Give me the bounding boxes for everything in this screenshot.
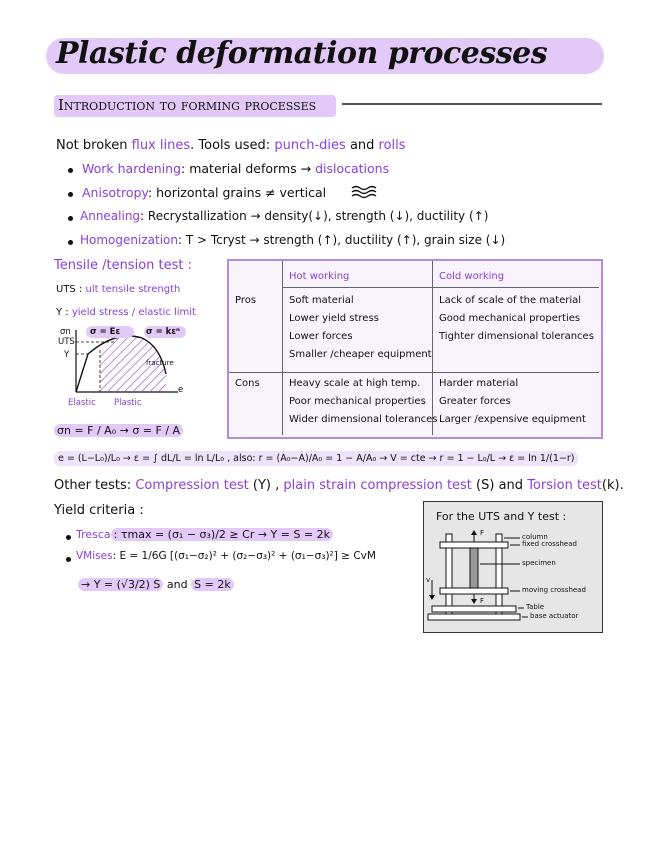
torsion-k: (k).: [601, 478, 624, 493]
bullet-term: Annealing: [80, 209, 141, 223]
row-cons: Cons: [235, 378, 260, 389]
cell-text: Lower yield stress: [289, 313, 379, 324]
plain-strain-test: plain strain compression test: [283, 478, 472, 493]
label-column: column: [522, 533, 548, 541]
col-hot: Hot working: [289, 271, 350, 282]
compression-test: Compression test: [135, 478, 249, 493]
table-divider: [282, 287, 599, 288]
bullet-dot: [68, 192, 73, 197]
bullet-dot: [68, 216, 73, 221]
graph-sigma-label: σn: [60, 327, 71, 337]
col-cold: Cold working: [439, 271, 505, 282]
cell-text: Harder material: [439, 378, 519, 389]
bullet-term: Work hardening: [82, 161, 182, 176]
section-divider: [342, 103, 602, 105]
intro-and: and: [349, 138, 375, 153]
label-fixed-crosshead: fixed crosshead: [522, 540, 577, 548]
uts-line: [56, 284, 180, 295]
vmises-label: VMises: [76, 550, 113, 562]
bullet-dot: [68, 168, 73, 173]
y-text: yield stress / elastic limit: [71, 307, 196, 318]
vmises-eq: : E = 1/6G [(σ₁−σ₂)² + (σ₂−σ₃)² + (σ₁−σ₃)²] ≥ CvM: [112, 550, 376, 562]
yield-result-eq: → Y = (√3/2) S: [78, 578, 163, 591]
uts-text: ult tensile strength: [85, 284, 181, 295]
tresca-label: Tresca: [76, 528, 111, 541]
eq-strain: e = (L−L₀)/L₀ → ε = ∫ dL/L = ln L/L₀ , also: r = (A₀−A)/A₀ = 1 − A/A₀ → V = cte → r = 1 − L₀/L → ε = ln 1/(1−r): [54, 451, 578, 466]
intro-punch: punch-dies: [274, 138, 346, 153]
grains-icon: [350, 184, 378, 200]
cell-text: Heavy scale at high temp.: [289, 378, 421, 389]
bullet-term: Anisotropy: [82, 185, 148, 200]
tresca-line: [76, 528, 333, 541]
label-base-actuator: base actuator: [530, 612, 579, 620]
velocity-label: v: [426, 576, 431, 584]
force-top-label: F: [480, 529, 485, 537]
plastic-label: Plastic: [114, 398, 142, 408]
eq-sigma-n-text: σn = F / A₀ → σ = F / A: [54, 424, 183, 437]
cell-text: Larger /expensive equipment: [439, 414, 586, 425]
page-title: Plastic deformation processes: [56, 36, 548, 71]
intro-flux: flux lines: [131, 138, 191, 153]
elastic-label: Elastic: [68, 398, 96, 408]
yield-result: [78, 578, 234, 591]
eq-power: σ = kεⁿ: [146, 327, 180, 337]
cell-text: Lower forces: [289, 331, 353, 342]
graph-fracture-label: fracture: [146, 359, 174, 367]
intro-line: [56, 138, 406, 153]
cell-text: Tighter dimensional tolerances: [439, 331, 594, 342]
section-title: Introduction to forming processes: [58, 96, 317, 114]
yield-and: and: [166, 578, 188, 591]
bullet-work-hardening: [82, 161, 389, 176]
graph-e-label: e: [178, 385, 184, 395]
other-tests-and: and: [498, 478, 524, 493]
label-specimen: specimen: [522, 559, 556, 567]
cell-text: Poor mechanical properties: [289, 396, 426, 407]
other-tests-prefix: Other tests:: [54, 478, 132, 493]
vmises-line: [76, 550, 376, 562]
graph-y-label: Y: [64, 350, 70, 360]
plain-strain-s: (S): [476, 478, 495, 493]
uts-label: UTS :: [56, 284, 83, 295]
label-table: Table: [526, 603, 545, 611]
uts-test-box: [423, 501, 603, 633]
intro-tools: . Tools used:: [190, 138, 271, 153]
eq-sigma-n: [54, 424, 183, 437]
yield-s-eq: S = 2k: [191, 578, 234, 591]
bullet-text: : horizontal grains ≠ vertical: [147, 185, 327, 200]
bullet-text: : Recrystallization → density(↓), strength (↓), ductility (↑): [140, 209, 489, 223]
torsion-test: Torsion test: [527, 478, 602, 493]
bullet-dot: [66, 535, 71, 540]
intro-rolls: rolls: [378, 138, 406, 153]
bullet-anisotropy: [82, 185, 326, 200]
tresca-eq: : τmax = (σ₁ − σ₃)/2 ≥ Cr → Y = S = 2k: [111, 528, 333, 541]
bullet-dot: [68, 240, 73, 245]
bullet-extra: dislocations: [315, 161, 390, 176]
bullet-annealing: [80, 209, 488, 223]
hot-cold-table: [227, 259, 603, 439]
label-moving-crosshead: moving crosshead: [522, 586, 586, 594]
yield-heading: Yield criteria :: [54, 503, 144, 518]
y-label: Y :: [56, 307, 69, 318]
y-line: [56, 307, 196, 318]
other-tests: [54, 478, 624, 493]
bullet-text: : T > Tcryst → strength (↑), ductility (↑), grain size (↓): [177, 233, 506, 247]
cell-text: Wider dimensional tolerances: [289, 414, 438, 425]
bullet-homogenization: [80, 233, 505, 247]
cell-text: Smaller /cheaper equipment: [289, 349, 432, 360]
compression-y: (Y) ,: [252, 478, 280, 493]
table-divider: [229, 372, 599, 373]
cell-text: Soft material: [289, 295, 354, 306]
cell-text: Lack of scale of the material: [439, 295, 582, 306]
tensile-heading: Tensile /tension test :: [54, 258, 192, 273]
graph-uts-label: UTS: [58, 337, 75, 347]
eq-hooke: σ = Eε: [90, 327, 121, 337]
bullet-text: : material deforms →: [181, 161, 312, 176]
bullet-dot: [66, 557, 71, 562]
uts-box-heading: For the UTS and Y test :: [436, 510, 567, 523]
row-pros: Pros: [235, 295, 257, 306]
intro-prefix: Not broken: [56, 138, 128, 153]
cell-text: Good mechanical properties: [439, 313, 581, 324]
force-bottom-label: F: [480, 597, 485, 605]
bullet-term: Homogenization: [80, 233, 178, 247]
cell-text: Greater forces: [439, 396, 511, 407]
